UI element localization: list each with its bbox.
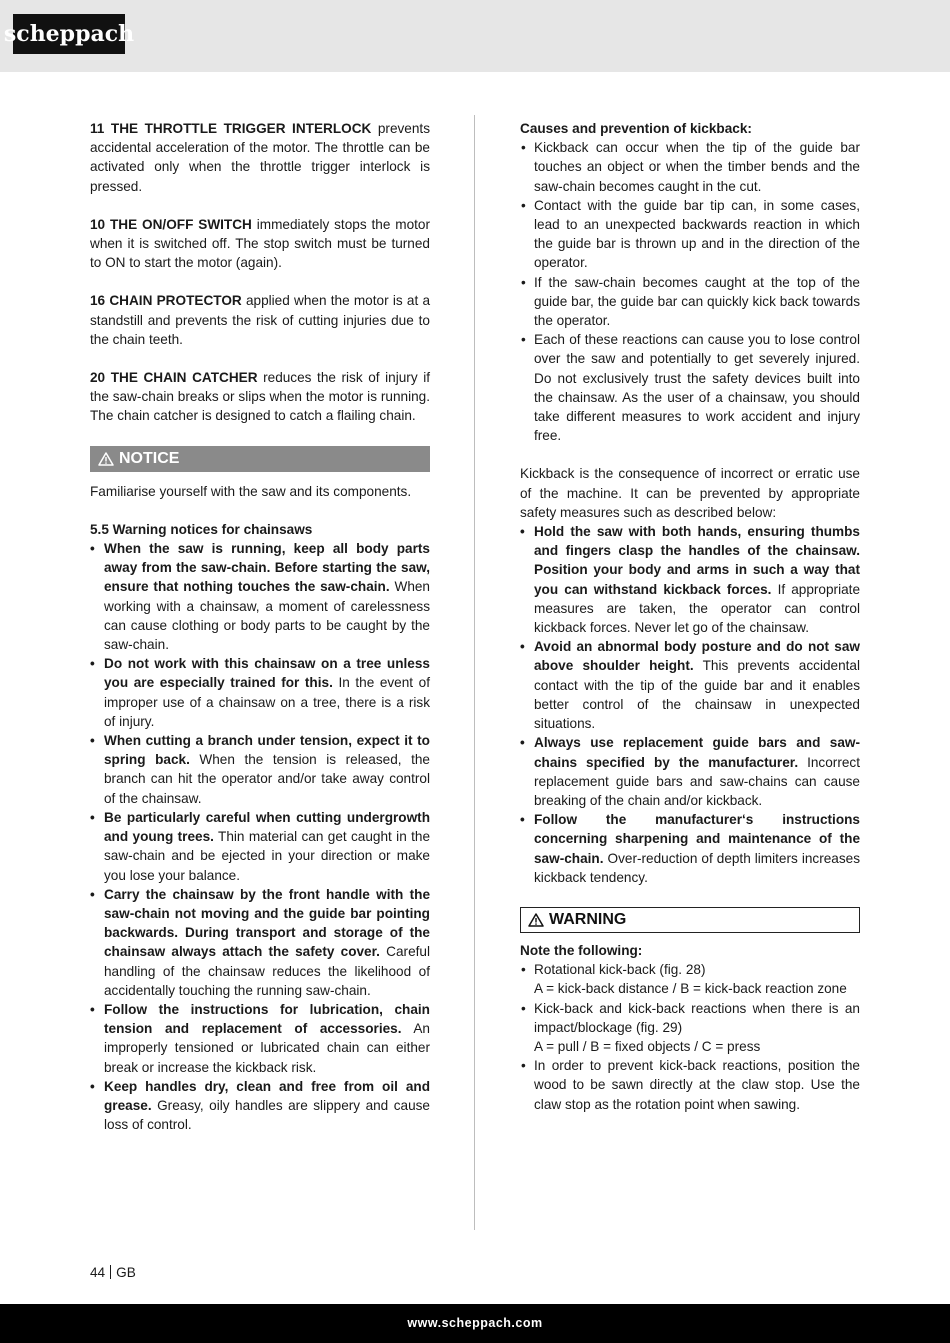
list-item: • Do not work with this chainsaw on a tree unless you are especially trained for this. In the event of improper use of a chainsaw on a tree, there is a risk of injury.	[90, 654, 430, 731]
column-divider	[474, 115, 475, 1230]
list-item: • Carry the chainsaw by the front handle with the saw-chain not moving and the guide bar pointing backwards. During transport and storage of the chainsaw always attach the safety cover. Careful handling of the chainsaw reduces the likelihood of accidentally touching the running saw-chain.	[90, 885, 430, 1000]
header-band	[0, 0, 950, 72]
notice-banner	[90, 446, 430, 472]
list-item: • Follow the instructions for lubrication, chain tension and replacement of accessories. An improperly tensioned or lubricated chain can either break or increase the kickback risk.	[90, 1000, 430, 1077]
list-item: • If the saw-chain becomes caught at the top of the guide bar, the guide bar can quickly kick back towards the operator.	[520, 273, 860, 331]
left-column	[90, 119, 430, 1134]
warning-notices-list	[90, 539, 430, 1134]
list-item: • When cutting a branch under tension, expect it to spring back. When the tension is released, the branch can hit the operator and/or take away control of the chainsaw.	[90, 731, 430, 808]
list-item: • Follow the manufacturer‘s instructions concerning sharpening and maintenance of the saw-chain. Over-reduction of depth limiters increases kickback tendency.	[520, 810, 860, 887]
kickback-intro: Kickback is the consequence of incorrect or erratic use of the machine. It can be prevented by appropriate safety measures such as described below:	[520, 466, 860, 520]
warning-triangle-icon	[98, 452, 114, 466]
causes-list	[520, 138, 860, 445]
kickback-prevention-list	[520, 522, 860, 887]
right-column	[520, 119, 860, 1114]
section-title: 5.5 Warning notices for chainsaws	[90, 521, 313, 537]
warning-banner	[520, 907, 860, 933]
website-link[interactable]: www.scheppach.com	[407, 1316, 543, 1330]
warning-label: WARNING	[549, 911, 627, 929]
list-item: • Avoid an abnormal body posture and do not saw above shoulder height. This prevents accidental contact with the tip of the guide bar and it enables better control of the chainsaw in unexpected situations.	[520, 637, 860, 733]
list-item: • In order to prevent kick-back reactions, position the wood to be sawn directly at the claw stop. Use the claw stop as the rotation point when sawing.	[520, 1056, 860, 1114]
scheppach-logo[interactable]: scheppach	[13, 14, 125, 54]
list-item: • Keep handles dry, clean and free from oil and grease. Greasy, oily handles are slippery and cause loss of control.	[90, 1077, 430, 1135]
list-item: • Rotational kick-back (fig. 28) A = kick-back distance / B = kick-back reaction zone	[520, 960, 860, 998]
chain-protector-paragraph: 16 CHAIN PROTECTOR applied when the motor is at a standstill and prevents the risk of cutting injuries due to the chain teeth.	[90, 293, 431, 347]
list-item: • When the saw is running, keep all body parts away from the saw-chain. Before starting the saw, ensure that nothing touches the saw-chain. When working with a chainsaw, a moment of carelessness can cause clothing or body parts to be caught by the saw-chain.	[90, 539, 430, 654]
list-item: • Kick-back and kick-back reactions when there is an impact/blockage (fig. 29) A = pull / B = fixed objects / C = press	[520, 999, 860, 1057]
list-item: • Kickback can occur when the tip of the guide bar touches an object or when the timber bends and the saw-chain becomes caught in the cut.	[520, 138, 860, 196]
warning-triangle-icon	[528, 913, 544, 927]
list-item: • Hold the saw with both hands, ensuring thumbs and fingers clasp the handles of the chainsaw. Position your body and arms in such a way that you can withstand kickback forces. If appropriate measures are taken, the operator can control kickback forces. Never let go of the chainsaw.	[520, 522, 860, 637]
list-item: • Always use replacement guide bars and saw-chains specified by the manufacturer. Incorrect replacement guide bars and saw-chains can cause breaking of the chain and/or kickback.	[520, 733, 860, 810]
on-off-switch-paragraph: 10 THE ON/OFF SWITCH immediately stops the motor when it is switched off. The stop switch must be turned to ON to start the motor (again).	[90, 216, 430, 271]
chain-catcher-paragraph: 20 THE CHAIN CATCHER reduces the risk of injury if the saw-chain breaks or slips when the motor is running. The chain catcher is designed to catch a flailing chain.	[90, 370, 430, 424]
notice-label: NOTICE	[119, 450, 180, 468]
list-item: • Be particularly careful when cutting undergrowth and young trees. Thin material can get caught in the saw-chain and be ejected in your direction or make you lose your balance.	[90, 808, 430, 885]
list-item: • Each of these reactions can cause you to lose control over the saw and potentially to get severely injured. Do not exclusively trust the safety devices built into the chainsaw. As the user of a chainsaw, you should take different measures to work accident and injury free.	[520, 330, 860, 445]
causes-title: Causes and prevention of kickback:	[520, 121, 752, 136]
notice-text: Familiarise yourself with the saw and its components.	[90, 483, 412, 499]
notes-list	[520, 960, 860, 1114]
note-title: Note the following:	[520, 942, 643, 958]
page-number: 44 GB	[90, 1265, 136, 1280]
throttle-interlock-paragraph: 11 THE THROTTLE TRIGGER INTERLOCK prevents accidental acceleration of the motor. The throttle can be activated only when the throttle trigger interlock is pressed.	[90, 121, 430, 194]
list-item: • Contact with the guide bar tip can, in some cases, lead to an unexpected backwards reaction in which the guide bar is thrown up and in the direction of the operator.	[520, 196, 860, 273]
